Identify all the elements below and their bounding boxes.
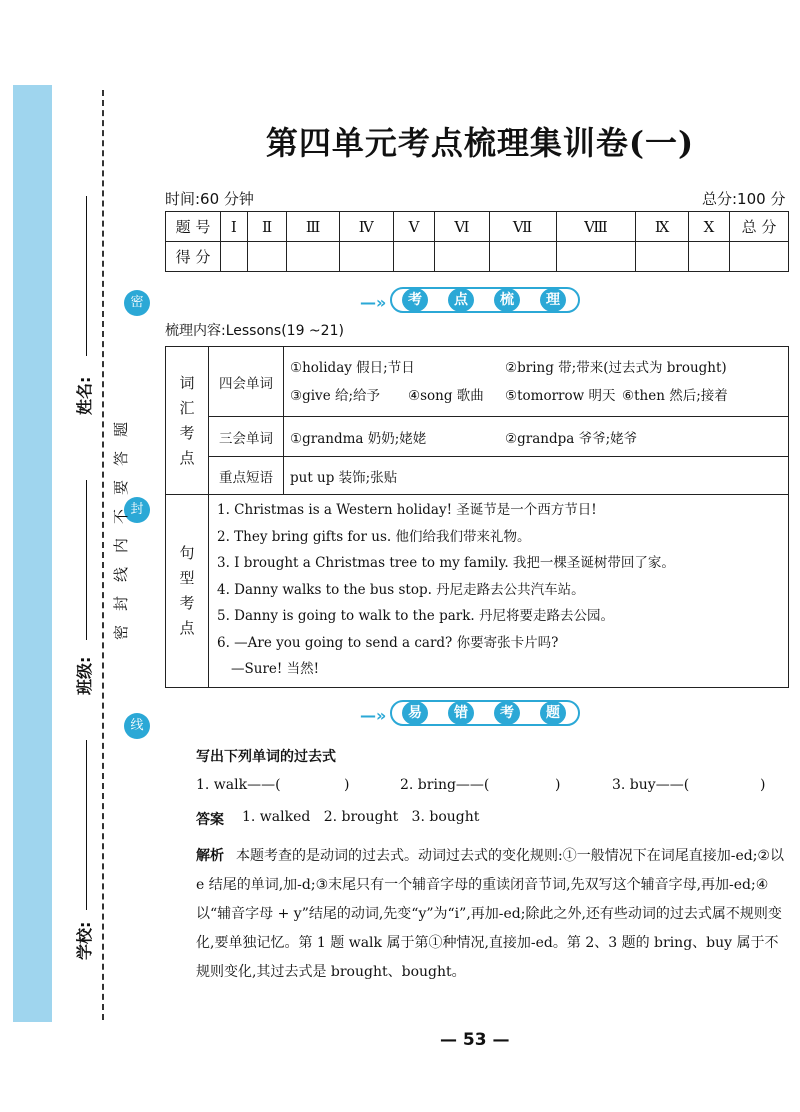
name-label: 姓名: (75, 376, 94, 415)
seal-notice: 密封线内不要答题 (112, 407, 130, 640)
sentence-cell (209, 495, 789, 688)
banner-char: 错 (448, 701, 474, 725)
four-words-title: 四会单词 (209, 347, 284, 417)
banner-char: 易 (402, 701, 428, 725)
banner-kaodian-shuli (360, 284, 590, 314)
page-number: — 53 — (440, 1030, 510, 1050)
section-label: 梳理内容:Lessons(19 ~21) (165, 323, 344, 339)
score-header-cell: 总 分 (730, 212, 789, 242)
total-info: 总分:100 分 (702, 190, 786, 208)
score-header-cell: Ⅱ (247, 212, 287, 242)
phrase-title: 重点短语 (209, 457, 284, 495)
analysis-text: 本题考查的是动词的过去式。动词过去式的变化规则:①一般情况下在词尾直接加-ed;②以 e 结尾的单词,加-d;③末尾只有一个辅音字母的重读闭音节词,先双写这个辅音字母,再加-ed;④以“辅音字母 + y”结尾的动词,先变“y”为“i”,再加-ed;除此之外,还有些动词的过去式属不规则变化,要单独记忆。第 1 题 walk 属于第①种情况,直接加-ed。第 2、3 题的 bring、buy 属于不规则变化,其过去式是 brought、bought。 (196, 848, 784, 980)
time-info: 时间:60 分钟 (165, 190, 254, 208)
vocab-category: 词汇考点 (166, 347, 209, 495)
score-input-cell[interactable] (489, 242, 556, 272)
score-header-row (166, 212, 789, 242)
score-header-cell: Ⅸ (636, 212, 688, 242)
question-item-3: 3. buy——( (612, 777, 690, 793)
four-words-cell (284, 347, 789, 417)
banner-char: 考 (402, 288, 428, 312)
sentence-category: 句型考点 (166, 495, 209, 688)
question-prompt: 写出下列单词的过去式 (196, 749, 336, 765)
score-input-cell[interactable] (636, 242, 688, 272)
score-input-cell[interactable] (339, 242, 393, 272)
score-row-label: 得 分 (166, 242, 221, 272)
score-header-cell: Ⅹ (688, 212, 729, 242)
score-value-row (166, 242, 789, 272)
question-item-2: 2. bring——( (400, 777, 490, 793)
score-input-cell[interactable] (247, 242, 287, 272)
score-header-cell: Ⅲ (287, 212, 339, 242)
sentence-item: 4. Danny walks to the bus stop. 丹尼走路去公共汽车站。 (217, 581, 585, 598)
banner-char: 理 (540, 288, 566, 312)
seal-mark-mi: 密 (124, 290, 150, 316)
banner-arrow-icon: —» (360, 706, 387, 725)
question-item-1: 1. walk——( (196, 777, 281, 793)
score-table (165, 211, 789, 272)
answer-label: 答案 (196, 812, 224, 828)
score-header-cell: Ⅶ (489, 212, 556, 242)
banner-char: 题 (540, 701, 566, 725)
analysis-block (196, 842, 792, 987)
question-close-3: ) (760, 777, 766, 793)
class-label: 班级: (75, 656, 94, 695)
sentence-item: —Sure! 当然! (231, 661, 320, 677)
banner-arrow-icon: —» (360, 293, 387, 312)
banner-yicuo-kaoti (360, 697, 590, 727)
score-input-cell[interactable] (435, 242, 489, 272)
vocab-item: ②grandpa 爷爷;姥爷 (505, 430, 638, 447)
sentence-item: 1. Christmas is a Western holiday! 圣诞节是一个西方节日! (217, 502, 597, 518)
score-input-cell[interactable] (393, 242, 435, 272)
score-input-cell[interactable] (287, 242, 339, 272)
vocab-item: ⑥then 然后;接着 (622, 387, 728, 404)
analysis-label: 解析 (196, 848, 224, 864)
score-header-cell: Ⅳ (339, 212, 393, 242)
sentence-item: 5. Danny is going to walk to the park. 丹尼将要走路去公园。 (217, 608, 614, 624)
class-line (86, 480, 87, 640)
score-input-cell[interactable] (688, 242, 729, 272)
vocab-item: ①holiday 假日;节日 (290, 359, 415, 376)
sentence-item: 6. —Are you going to send a card? 你要寄张卡片吗? (217, 634, 559, 651)
vocab-item: ⑤tomorrow 明天 (505, 387, 616, 404)
three-words-cell (284, 417, 789, 457)
banner-char: 考 (494, 701, 520, 725)
seal-dashed-line (102, 90, 104, 1020)
name-line (86, 196, 87, 356)
review-table (165, 346, 789, 688)
question-close-2: ) (555, 777, 561, 793)
score-header-cell: Ⅵ (435, 212, 489, 242)
sentence-item: 3. I brought a Christmas tree to my family. 我把一棵圣诞树带回了家。 (217, 555, 675, 571)
seal-mark-feng: 封 (124, 497, 150, 523)
sentence-item: 2. They bring gifts for us. 他们给我们带来礼物。 (217, 528, 531, 545)
question-close-1: ) (344, 777, 350, 793)
phrase-cell: put up 装饰;张贴 (284, 457, 789, 495)
seal-mark-xian: 线 (124, 713, 150, 739)
sidebar-strip (13, 85, 52, 1022)
score-header-cell: Ⅷ (556, 212, 636, 242)
score-input-cell[interactable] (221, 242, 248, 272)
score-input-cell[interactable] (730, 242, 789, 272)
vocab-item: ③give 给;给予 (290, 387, 381, 404)
vocab-item: ④song 歌曲 (408, 387, 484, 404)
score-header-cell: Ⅰ (221, 212, 248, 242)
school-label: 学校: (75, 921, 94, 960)
score-header-cell: 题 号 (166, 212, 221, 242)
vocab-item: ②bring 带;带来(过去式为 brought) (505, 359, 727, 376)
banner-char: 梳 (494, 288, 520, 312)
vocab-item: ①grandma 奶奶;姥姥 (290, 430, 427, 447)
school-line (86, 740, 87, 910)
answer-text: 1. walked 2. brought 3. bought (242, 809, 480, 825)
three-words-title: 三会单词 (209, 417, 284, 457)
page-title: 第四单元考点梳理集训卷(一) (265, 124, 695, 162)
score-input-cell[interactable] (556, 242, 636, 272)
banner-char: 点 (448, 288, 474, 312)
score-header-cell: Ⅴ (393, 212, 435, 242)
